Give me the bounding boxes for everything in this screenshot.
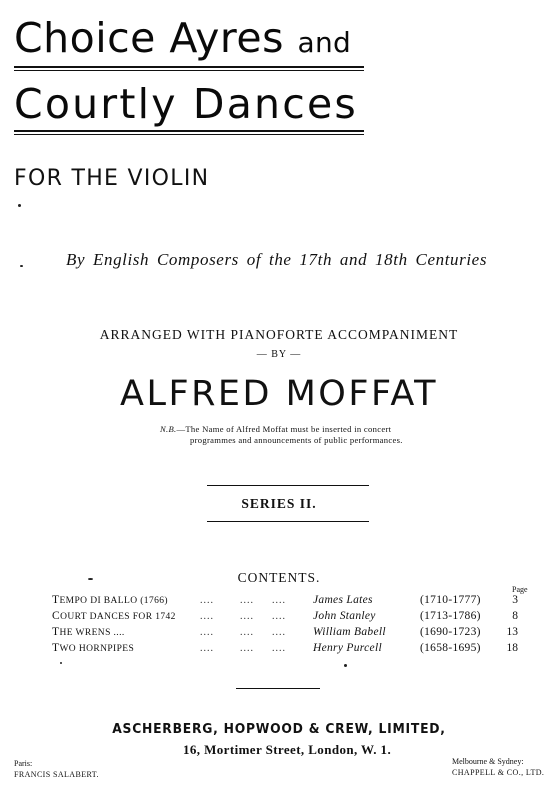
scan-speck (20, 265, 23, 267)
leader-dots: .... (240, 611, 254, 622)
page-number: 8 (512, 610, 518, 622)
note-line1: —The Name of Alfred Moffat must be inserted in concert (176, 424, 392, 434)
title-rule-bottom (14, 130, 364, 132)
leader-dots: .... (240, 595, 254, 606)
composer-dates: (1658-1695) (420, 642, 481, 654)
composer-dates: (1690-1723) (420, 626, 481, 638)
agent-melbourne (452, 756, 544, 778)
series-rule-top (207, 485, 369, 486)
leader-dots: .... (200, 643, 214, 654)
title-rule-top-thin (14, 70, 364, 71)
piece-composer: Henry Purcell (313, 642, 382, 654)
piece-title: COURT DANCES FOR 1742 (52, 610, 176, 622)
scan-speck (88, 578, 93, 580)
piece-composer: James Lates (313, 594, 373, 606)
piece-composer: William Babell (313, 626, 386, 638)
series-rule-bottom (207, 521, 369, 522)
contents-row (0, 594, 558, 610)
note-nb: N.B. (160, 424, 177, 434)
agent-firm: FRANCIS SALABERT. (14, 770, 99, 779)
page-number: 18 (506, 642, 518, 654)
leader-dots: .... (200, 611, 214, 622)
by-line: — BY — (256, 349, 302, 360)
contents-heading: CONTENTS. (237, 570, 321, 585)
leader-dots: .... (200, 627, 214, 638)
page-title-line2: Courtly Dances (14, 80, 358, 128)
page-column-heading: Page (512, 585, 528, 594)
composers-line: By English Composers of the 17th and 18th Centuries (66, 250, 488, 269)
note-line2: programmes and announcements of public performances. (190, 435, 403, 445)
scan-speck (344, 664, 347, 667)
agent-city: Melbourne & Sydney: (452, 757, 524, 766)
page-title (14, 14, 351, 67)
arranged-line: ARRANGED WITH PIANOFORTE ACCOMPANIMENT (99, 327, 459, 342)
series-label: SERIES II. (241, 496, 317, 511)
leader-dots: .... (200, 595, 214, 606)
piece-title: TWO HORNPIPES (52, 642, 135, 654)
page-number: 3 (512, 594, 518, 606)
composer-dates: (1710-1777) (420, 594, 481, 606)
scan-speck (18, 204, 21, 207)
piece-title: THE WRENS .... (52, 626, 125, 638)
leader-dots: .... (272, 611, 286, 622)
leader-dots: .... (272, 595, 286, 606)
leader-dots: .... (240, 627, 254, 638)
publisher-name: ASCHERBERG, HOPWOOD & CREW, LIMITED, (112, 722, 446, 737)
agent-firm: CHAPPELL & CO., LTD. (452, 768, 545, 777)
title-rule-bottom-thin (14, 134, 364, 135)
subtitle: FOR THE VIOLIN (14, 166, 210, 191)
leader-dots: .... (272, 627, 286, 638)
piece-title: TEMPO DI BALLO (1766) (52, 594, 168, 606)
agent-paris (14, 758, 99, 780)
leader-dots: .... (240, 643, 254, 654)
scan-speck (60, 662, 62, 664)
arranger-name: ALFRED MOFFAT (120, 374, 438, 414)
piece-composer: John Stanley (313, 610, 376, 622)
publisher-address: 16, Mortimer Street, London, W. 1. (183, 742, 392, 757)
composer-dates: (1713-1786) (420, 610, 481, 622)
title-main: Choice Ayres (14, 14, 284, 62)
performance-note (160, 424, 422, 446)
contents-row (0, 610, 558, 626)
page-number: 13 (506, 626, 518, 638)
leader-dots: .... (272, 643, 286, 654)
contents-row (0, 626, 558, 642)
agent-city: Paris: (14, 759, 33, 768)
title-rule-top (14, 66, 364, 68)
title-and: and (297, 26, 352, 59)
contents-divider (236, 688, 320, 689)
contents-row (0, 642, 558, 658)
